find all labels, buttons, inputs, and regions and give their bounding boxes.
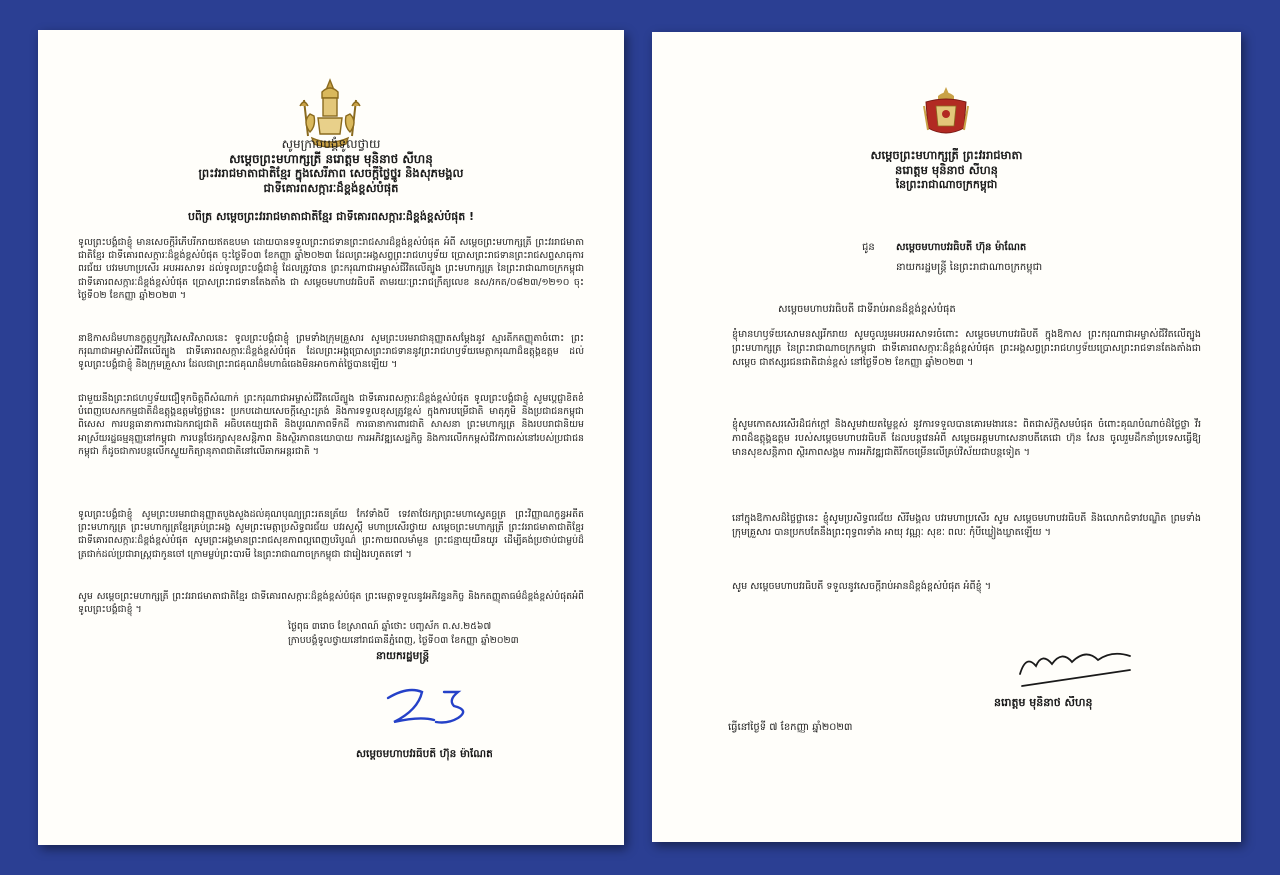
body-paragraph: សូម សម្តេចមហាបវរធិបតី ទទួលនូវសេចក្តីរាប់អានដ៏ខ្ពង់ខ្ពស់បំផុត អំពីខ្ញុំ ។ [732,581,992,592]
date: ធ្វើនៅថ្ងៃទី ៧ ខែកញ្ញា ឆ្នាំ២០២៣ [728,722,853,733]
royal-crest-red-icon [918,84,974,140]
signature-image [378,680,508,730]
signer-name: នរោត្តម មុនិនាថ សីហនុ [994,696,1093,709]
letter-left [38,30,624,845]
header-line-1: សូមក្រាបបង្គំទូលថ្វាយ [281,137,381,151]
recipient-title: នាយករដ្ឋមន្ត្រី នៃព្រះរាជាណាចក្រកម្ពុជា [896,262,1043,273]
body-paragraph: ទូលព្រះបង្គំជាខ្ញុំ សូមព្រះបរមរាជានុញ្ញាតបួងសួងដល់គុណបុណ្យព្រះរតនត្រ័យ កែវទាំងបី ទេវតាថែរក្សាព្រះមហាស្វេតច្ឆត្រ ព្រះវិញ្ញាណក្ខន្ធអតីតព្រះមហាក្សត្រ ព្រះមហាក្សត្រខ្មែរគ្រប់ព្រះអង្គ សូមព្រះមេត្តាប្រសិទ្ធពរជ័យ បវរសួស្តី មហាប្រសើរថ្វាយ សម្តេចព្រះមហាក្សត្រី ព្រះវររាជមាតាជាតិខ្មែរ ជាទីគោរពសក្ការៈដ៏ខ្ពង់ខ្ពស់បំផុត សូមព្រះអង្គមានព្រះរាជសុខភាពល្អពេញបរិបូណ៌ ព្រះកាយពលមាំមួន ព្រះជន្មាយុយឺនយូរ ដើម្បីគង់ប្រថាប់ជាម្លប់ដ៏ត្រជាក់ដល់ប្រជារាស្ត្រជាកូនចៅ ក្រោមម្លប់ព្រះបារមី នៃព្រះរាជាណាចក្រកម្ពុជា ជារៀងរហូតតទៅ ។ [78,509,584,560]
header-line-2: សម្តេចព្រះមហាក្សត្រី នរោត្តម មុនិនាថ សីហនុ [229,152,433,166]
recipient-name: សម្តេចមហាបវរធិបតី ហ៊ុន ម៉ាណែត [896,242,1027,253]
body-paragraph: ខ្ញុំសូមកោតសរសើរដ៏ជក់ក្តៅ និងសូមវាយតម្លៃខ្ពស់ នូវការទទួលបានគោរមងារនេះ ពិតជាស័ក្តិសមបំផុត ចំពោះគុណបំណាច់ដ៏ថ្លៃថ្លា វីរភាពដ៏ឧត្តុង្គឧត្តម របស់សម្តេចមហាបវរធិបតី ដែលបន្តវេនអំពី សម្តេចអគ្គមហាសេនាបតីតេជោ ហ៊ុន សែន ចូលរួមដឹកនាំប្រទេសធ្វើឱ្យមានសុខសន្តិភាព ស្ថិរភាពសង្គម ការអភិវឌ្ឍជាតិរីកចម្រើនលើគ្រប់វិស័យជាបន្តទៀត ។ [732,419,1201,458]
signature-image [1012,640,1152,690]
body-paragraph: នាឱកាសដ៏មហានក្ខត្តឫក្សវិសេសវិសាលនេះ ទូលព្រះបង្គំជាខ្ញុំ ព្រមទាំងក្រុមគ្រួសារ សូមព្រះបរមរាជានុញ្ញាតសម្តែងនូវ ស្មារតីកតញ្ញុតាចំពោះ ព្រះករុណាជាអម្ចាស់ជីវិតលើត្បូង ជាទីគោរពសក្ការៈដ៏ខ្ពង់ខ្ពស់បំផុត ដែលព្រះអង្គប្រោសព្រះរាជទាននូវព្រះរាជហឫទ័យមេត្តាករុណាដ៏ឧត្តុង្គឧត្តម ដល់ទូលព្រះបង្គំជាខ្ញុំ និងក្រុមគ្រួសារ ដែលជាព្រះរាជគុណដ៏មហាធំធេងមិនអាចកាត់ថ្លៃបានឡើយ ។ [78,333,584,371]
header-line-3: នៃព្រះរាជាណាចក្រកម្ពុជា [895,178,998,191]
letter-right [652,32,1241,842]
recipient-label: ជូន [862,242,875,253]
body-paragraph: ខ្ញុំមានហឫទ័យសោមនស្សរីករាយ សូមចូលរួមអបអរសាទរចំពោះ សម្តេចមហាបវរធិបតី ក្នុងឱកាស ព្រះករុណាជាអម្ចាស់ជីវិតលើត្បូង ព្រះមហាក្សត្រ នៃព្រះរាជាណាចក្រកម្ពុជា ជាទីគោរពសក្ការៈដ៏ខ្ពង់ខ្ពស់បំផុត ព្រះអង្គសព្វព្រះរាជហឫទ័យប្រោសព្រះរាជទានតែងតាំងជាសម្តេច ជាឥស្សរជនជាតិជាន់ខ្ពស់ នៅថ្ងៃទី០២ ខែកញ្ញា ឆ្នាំ២០២៣ ។ [732,329,1201,368]
date-lunar: ថ្ងៃពុធ ៣រោច ខែស្រាពណ៍ ឆ្នាំថោះ បញ្ចស័ក ព.ស.២៥៦៧ [288,621,492,632]
header-line-2: នរោត្តម មុនិនាថ សីហនុ [895,163,998,177]
body-paragraph: ទូលព្រះបង្គំជាខ្ញុំ មានសេចក្តីរំភើបរីករាយឥតឧបមា ដោយបានទទួលព្រះរាជទានព្រះរាជសារដ៏ខ្ពង់ខ្ពស់បំផុត អំពី សម្តេចព្រះមហាក្សត្រី ព្រះវររាជមាតាជាតិខ្មែរ ជាទីគោរពសក្ការៈដ៏ខ្ពង់ខ្ពស់បំផុត ចុះថ្ងៃទី០៣ ខែកញ្ញា ឆ្នាំ២០២៣ ដែលព្រះអង្គសព្វព្រះរាជហឫទ័យ ប្រោសព្រះរាជទានព្រះរាជសព្ទសាធុការពរជ័យ បវរមហាប្រសើរ អបអរសាទរ ដល់ទូលព្រះបង្គំជាខ្ញុំ ដែលត្រូវបាន ព្រះករុណាជាអម្ចាស់ជីវិតលើត្បូង ព្រះមហាក្សត្រ នៃព្រះរាជាណាចក្រកម្ពុជា ជាទីគោរពសក្ការៈដ៏ខ្ពង់ខ្ពស់បំផុត ប្រោសព្រះរាជទានតែងតាំង ជា សម្តេចមហាបវរធិបតី តាមរយៈព្រះរាជក្រឹត្យលេខ នស/រកត/០៨២៣/១២១០ ចុះថ្ងៃទី០២ ខែកញ្ញា ឆ្នាំ២០២៣ ។ [78,237,584,301]
body-paragraph: សូម សម្តេចព្រះមហាក្សត្រី ព្រះវររាជមាតាជាតិខ្មែរ ជាទីគោរពសក្ការៈដ៏ខ្ពង់ខ្ពស់បំផុត ព្រះមេត្តាទទួលនូវអភិវន្ទនកិច្ច និងកតញ្ញុតាធម៌ដ៏ខ្ពង់ខ្ពស់បំផុតអំពីទូលព្រះបង្គំជាខ្ញុំ ។ [78,591,584,616]
body-paragraph: នៅក្នុងឱកាសដ៏ថ្លៃថ្លានេះ ខ្ញុំសូមប្រសិទ្ធពរជ័យ សិរីមង្គល បវរមហាប្រសើរ សូម សម្តេចមហាបវរធិបតី និងលោកជំទាវបណ្ឌិត ព្រមទាំងក្រុមគ្រួសារ បានប្រកបតែនឹងព្រះពុទ្ធពរទាំង អាយុ វណ្ណៈ សុខៈ ពលៈ កុំបីឃ្លៀងឃ្លាតឡើយ ។ [732,513,1201,538]
salutation: សម្តេចមហាបវរធិបតី ជាទីរាប់អានដ៏ខ្ពង់ខ្ពស់បំផុត [778,304,956,315]
date-solar: ក្រាបបង្គំទូលថ្វាយនៅរាជធានីភ្នំពេញ, ថ្ងៃទី០៣ ខែកញ្ញា ឆ្នាំ២០២៣ [288,635,519,646]
header-line-1: សម្តេចព្រះមហាក្សត្រី ព្រះវររាជមាតា [870,148,1023,162]
header-line-3: ព្រះវររាជមាតាជាតិខ្មែរ ក្នុងសេរីភាព សេចក្តីថ្លៃថ្នូរ និងសុភមង្គល [198,166,464,180]
header-line-4: ជាទីគោរពសក្ការៈដ៏ខ្ពង់ខ្ពស់បំផុត [263,181,399,195]
signer-name: សម្តេចមហាបវរធិបតី ហ៊ុន ម៉ាណែត [356,748,493,760]
salutation: បពិត្រ សម្តេចព្រះវររាជមាតាជាតិខ្មែរ ជាទីគោរពសក្ការៈដ៏ខ្ពង់ខ្ពស់បំផុត ! [187,210,475,223]
signer-title: នាយករដ្ឋមន្ត្រី [376,650,430,662]
body-paragraph: ជាមួយនឹងព្រះរាជហឫទ័យជឿទុកចិត្តពីសំណាក់ ព្រះករុណាជាអម្ចាស់ជីវិតលើត្បូង ជាទីគោរពសក្ការៈដ៏ខ្ពង់ខ្ពស់បំផុត ទូលព្រះបង្គំជាខ្ញុំ សូមប្តេជ្ញាខិតខំបំពេញបេសកកម្មជាតិដ៏ឧត្តុង្គឧត្តមថ្លៃថ្លានេះ ប្រកបដោយសេចក្តីស្មោះត្រង់ និងការទទួលខុសត្រូវខ្ពស់ ក្នុងការបម្រើជាតិ មាតុភូមិ និងប្រជាជនកម្ពុជា ពិសេស ការបន្តធានាការពារឯករាជ្យជាតិ អធិបតេយ្យជាតិ និងបូរណភាពទឹកដី ការធានាការពារជាតិ សាសនា ព្រះមហាក្សត្រ និងរបបរាជានិយមអាស្រ័យរដ្ឋធម្មនុញ្ញនៅកម្ពុជា ការបន្តថែរក្សាសុខសន្តិភាព និងស្ថិរភាពនយោបាយ ការអភិវឌ្ឍសេដ្ឋកិច្ច និងការលើកកម្ពស់ជីវភាពរស់នៅរបស់ប្រជាជនកម្ពុជា ក៏ដូចជាការបន្តលើកស្ទួយកិត្យានុភាពជាតិនៅលើឆាកអន្តរជាតិ ។ [78,393,584,457]
